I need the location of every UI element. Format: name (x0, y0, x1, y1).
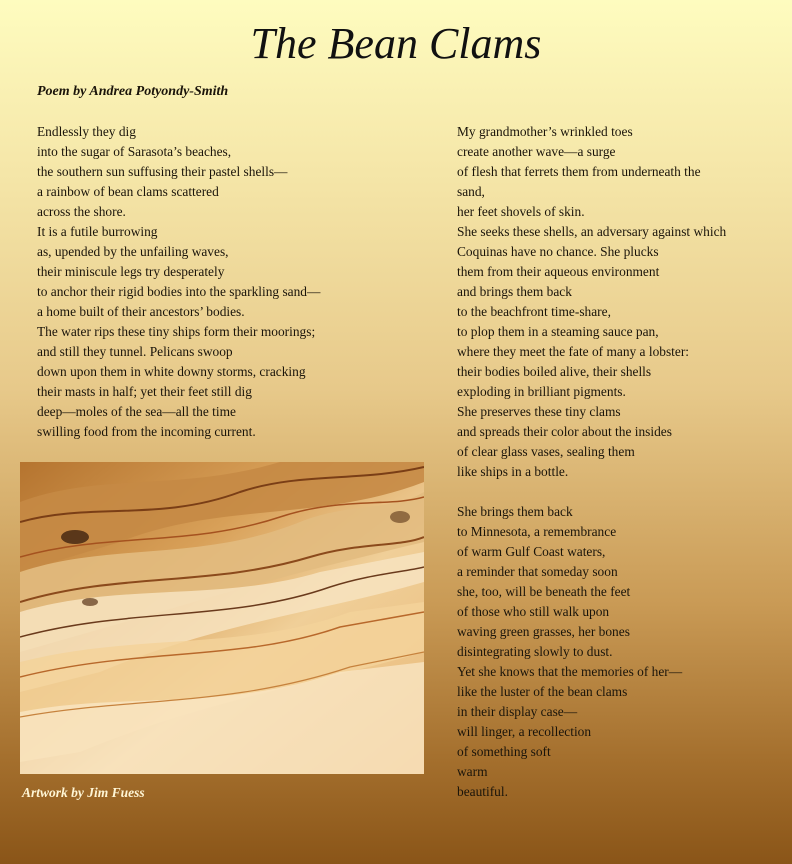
poem-line: a rainbow of bean clams scattered (37, 184, 219, 199)
poem-line: will linger, a recollection (457, 724, 592, 739)
poem-line: their masts in half; yet their feet still dig (37, 384, 252, 399)
painting-image (20, 462, 424, 774)
poem-line: She seeks these shells, an adversary against which (457, 224, 727, 239)
poem-line: their bodies boiled alive, their shells (457, 364, 652, 379)
poem-line: her feet shovels of skin. (457, 204, 585, 219)
poem-byline: Poem by Andrea Potyondy-Smith (37, 84, 229, 99)
poem-line: of flesh that ferrets them from underneath the (457, 164, 701, 179)
poem-line: of something soft (457, 744, 551, 759)
artwork-credit: Artwork by Jim Fuess (22, 785, 145, 800)
poem-line: down upon them in white downy storms, cracking (37, 364, 306, 379)
poem-line: of warm Gulf Coast waters, (457, 544, 606, 559)
poem-line: She brings them back (457, 504, 573, 519)
poem-line: to Minnesota, a remembrance (457, 524, 617, 539)
poem-line: a reminder that someday soon (457, 564, 618, 579)
abstract-painting (20, 462, 424, 774)
poem-line: and still they tunnel. Pelicans swoop (37, 344, 233, 359)
poem-column-left (37, 122, 320, 442)
poem-line: Coquinas have no chance. She plucks (457, 244, 659, 259)
poem-line: she, too, will be beneath the feet (457, 584, 631, 599)
poem-line: them from their aqueous environment (457, 264, 660, 279)
poem-line: a home built of their ancestors’ bodies. (37, 304, 245, 319)
poem-line: My grandmother’s wrinkled toes (457, 124, 633, 139)
poem-line: like the luster of the bean clams (457, 684, 628, 699)
poem-line: The water rips these tiny ships form their moorings; (37, 324, 316, 339)
poem-line: and spreads their color about the insides (457, 424, 672, 439)
poem-line: like ships in a bottle. (457, 464, 569, 479)
poem-line: create another wave—a surge (457, 144, 616, 159)
poem-line: into the sugar of Sarasota’s beaches, (37, 144, 232, 159)
poem-line: exploding in brilliant pigments. (457, 384, 626, 399)
poem-line: swilling food from the incoming current. (37, 424, 256, 439)
poem-line: across the shore. (37, 204, 126, 219)
poem-line: deep—moles of the sea—all the time (37, 404, 236, 419)
poem-line: beautiful. (457, 784, 508, 799)
stanza-break (457, 482, 726, 502)
poem-line: to plop them in a steaming sauce pan, (457, 324, 659, 339)
poem-line: of those who still walk upon (457, 604, 610, 619)
poem-line: their miniscule legs try desperately (37, 264, 225, 279)
poem-title: The Bean Clams (250, 19, 542, 68)
poem-line: waving green grasses, her bones (457, 624, 630, 639)
poem-line: to anchor their rigid bodies into the sparkling sand— (37, 284, 321, 299)
poem-line: Yet she knows that the memories of her— (457, 664, 683, 679)
poem-line: warm (457, 764, 488, 779)
poem-line: sand, (457, 184, 485, 199)
poem-line: She preserves these tiny clams (457, 404, 621, 419)
poem-line: and brings them back (457, 284, 572, 299)
poem-line: as, upended by the unfailing waves, (37, 244, 229, 259)
poem-line: in their display case— (457, 704, 578, 719)
poem-line: to the beachfront time-share, (457, 304, 611, 319)
poem-line: where they meet the fate of many a lobster: (457, 344, 690, 359)
poem-column-right (457, 122, 726, 802)
poem-line: Endlessly they dig (37, 124, 136, 139)
poem-line: disintegrating slowly to dust. (457, 644, 613, 659)
poem-line: It is a futile burrowing (37, 224, 158, 239)
poem-line: the southern sun suffusing their pastel shells— (37, 164, 288, 179)
poem-line: of clear glass vases, sealing them (457, 444, 635, 459)
